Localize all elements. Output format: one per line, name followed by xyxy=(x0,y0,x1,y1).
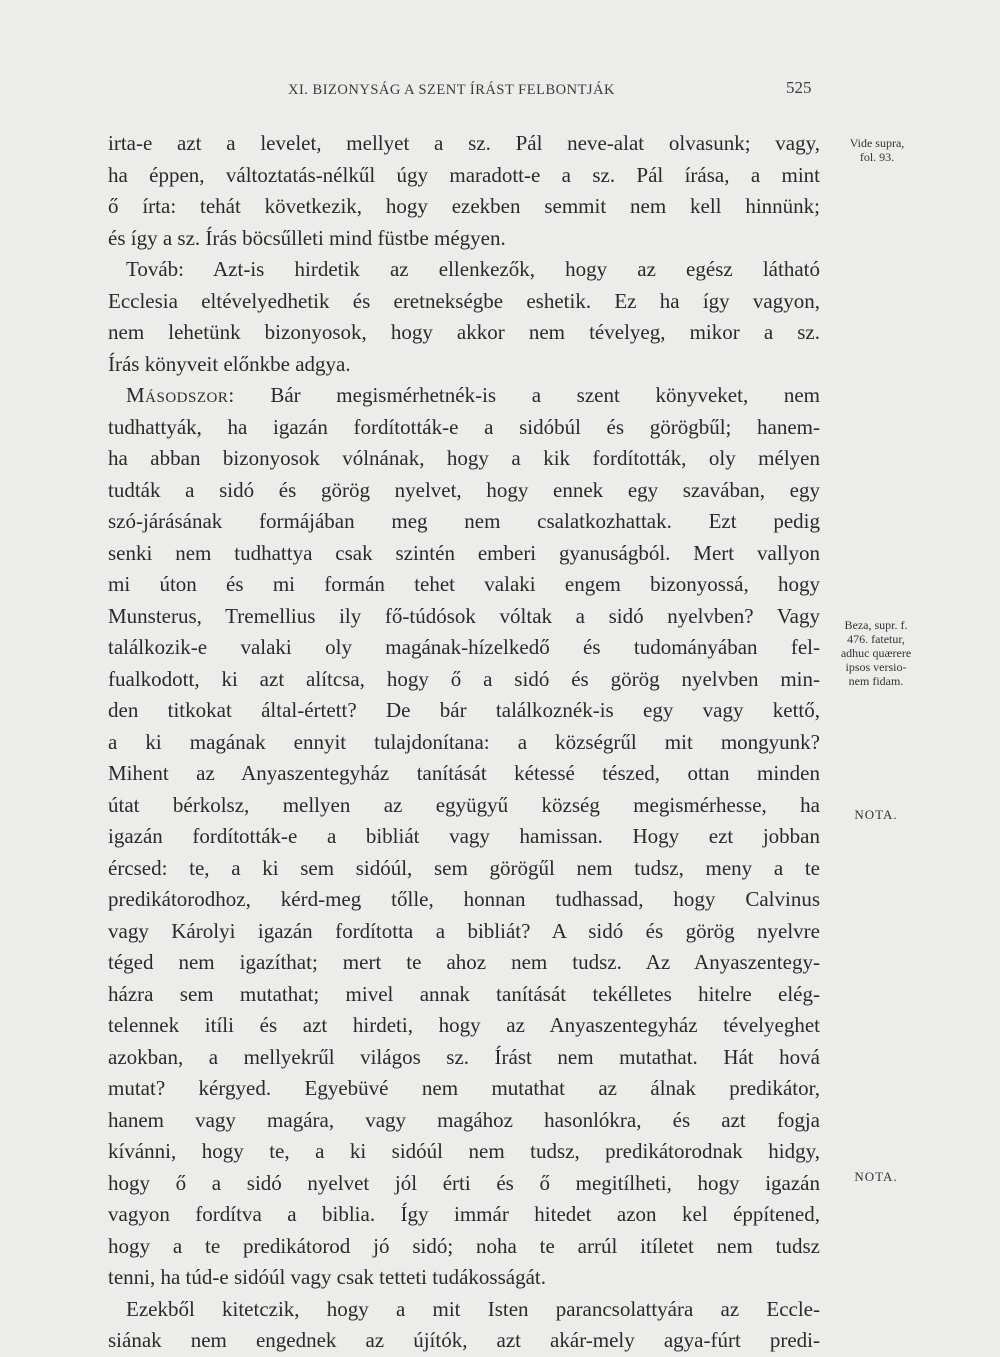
text-line: Mihent az Anyaszentegyház tanítását kétessé tészed, ottan minden xyxy=(108,761,820,785)
text-line: és így a sz. Írás böcsűlleti mind füstbe mégyen. xyxy=(108,225,506,250)
text-line: útat bérkolsz, mellyen az együgyű község megismérhesse, ha xyxy=(108,792,820,817)
text-line: tenni, ha túd-e sidóúl vagy csak tetteti tudákosságát. xyxy=(108,1265,546,1289)
text-line: találkozik-e valaki oly magának-hízelkedő és tudományában fel- xyxy=(108,635,820,659)
text-line: ő írta: tehát következik, hogy ezekben semmit nem kell hinnünk; xyxy=(108,194,820,218)
text-line: tudhattyák, ha igazán fordították-e a sidóbúl és görögbűl; hanem- xyxy=(108,414,820,439)
text-line: mutat? kérgyed. Egyebüvé nem mutathat az álnak predikátor, xyxy=(108,1076,820,1100)
text-line: a ki magának ennyit tulajdonítana: a községrűl mit mongyunk? xyxy=(108,729,820,754)
text-line: azokban, a mellyekrűl világos sz. Írást nem mutathat. Hát hová xyxy=(108,1044,820,1069)
text-line: ha abban bizonyosok vólnának, hogy a kik fordították, oly mélyen xyxy=(108,446,820,470)
section-label: Másodszor: xyxy=(126,383,235,407)
text-line: ércsed: te, a ki sem sidóúl, sem görögűl nem tudsz, meny a te xyxy=(108,855,820,880)
text-line: hogy ő a sidó nyelvet jól érti és ő megitílheti, hogy igazán xyxy=(108,1170,820,1195)
text-line: vagy Károlyi igazán fordította a bibliát? A sidó és görög nyelvre xyxy=(108,918,820,943)
margin-note-line: Beza, supr. f. xyxy=(844,618,908,632)
running-title: XI. BIZONYSÁG A SZENT ÍRÁST FELBONTJÁK xyxy=(288,82,616,98)
text-line: szó-járásának formájában meg nem csalatkozhattak. Ezt pedig xyxy=(108,509,820,533)
text-line: tudták a sidó és görög nyelvet, hogy ennek egy szavában, egy xyxy=(108,477,820,502)
text-line: mi úton és mi formán tehet valaki engem bizonyossá, hogy xyxy=(108,572,820,596)
text-line: Írás könyveit előnkbe adgya. xyxy=(108,351,351,376)
margin-note-vide-supra xyxy=(832,136,922,164)
text-line: irta-e azt a levelet, mellyet a sz. Pál neve-alat olvasunk; vagy, xyxy=(108,131,820,155)
text-line: házra sem mutathat; mivel annak tanítását tekélletes hitelre elég- xyxy=(108,981,820,1006)
text-line: Munsterus, Tremellius ily fő-túdósok vóltak a sidó nyelvben? Vagy xyxy=(108,603,820,628)
text-line: telennek itíli és azt hirdeti, hogy az Anyaszentegyház tévelyeghet xyxy=(108,1013,820,1037)
margin-note-beza xyxy=(826,618,926,688)
margin-note-line: fol. 93. xyxy=(859,150,895,164)
text-line: téged nem igazíthat; mert te ahoz nem tudsz. Az Anyaszentegy- xyxy=(108,950,820,974)
margin-note-line: adhuc quærere xyxy=(840,646,912,660)
text-line xyxy=(108,380,820,412)
text-line: siának nem engednek az újítók, azt akár-mely agya-fúrt predi- xyxy=(108,1328,820,1352)
margin-note-line: Vide supra, xyxy=(849,136,905,150)
page-number: 525 xyxy=(786,78,812,97)
text-line: predikátorodhoz, kérd-meg tőlle, honnan tudhassad, hogy Calvinus xyxy=(108,887,820,911)
text-line: hanem vagy magára, vagy magához hasonlókra, és azt fogja xyxy=(108,1107,820,1132)
text-line: Ezekből kitetczik, hogy a mit Isten parancsolattyára az Eccle- xyxy=(126,1296,820,1321)
text-line: Ecclesia eltévelyedhetik és eretnekségbe eshetik. Ez ha így vagyon, xyxy=(108,288,820,313)
text-line: senki nem tudhattya csak szintén emberi gyanuságból. Mert vallyon xyxy=(108,540,820,565)
margin-note-line: ipsos versio- xyxy=(845,660,907,674)
body-text xyxy=(108,128,820,1357)
margin-note-line: nem fidam. xyxy=(848,674,904,688)
text-line: vagyon fordítva a biblia. Így immár hitedet azon kel éppítened, xyxy=(108,1202,820,1226)
text-line: Továb: Azt-is hirdetik az ellenkezők, hogy az egész látható xyxy=(126,257,820,281)
text-line: fualkodott, ki azt alítcsa, hogy ő a sidó és görög nyelvben min- xyxy=(108,666,820,691)
text-line-content: Bár megismérhetnék-is a szent könyveket, nem xyxy=(270,383,820,407)
margin-note-line: 476. fatetur, xyxy=(847,632,905,646)
text-line: den titkokat által-értett? De bár találkoznék-is egy vagy kettő, xyxy=(108,698,820,722)
text-line: igazán fordították-e a bibliát vagy hamissan. Hogy ezt jobban xyxy=(108,824,820,848)
margin-nota: NOTA. xyxy=(854,807,898,822)
text-line: kívánni, hogy te, a ki sidóúl nem tudsz, predikátorodnak hidgy, xyxy=(108,1139,820,1163)
text-line: nem lehetünk bizonyosok, hogy akkor nem tévelyeg, mikor a sz. xyxy=(108,320,820,344)
margin-nota: NOTA. xyxy=(854,1169,898,1184)
text-line: ha éppen, változtatás-nélkűl úgy maradott-e a sz. Pál írása, a mint xyxy=(108,162,820,187)
text-line: hogy a te predikátorod jó sidó; noha te arrúl itíletet nem tudsz xyxy=(108,1233,820,1258)
